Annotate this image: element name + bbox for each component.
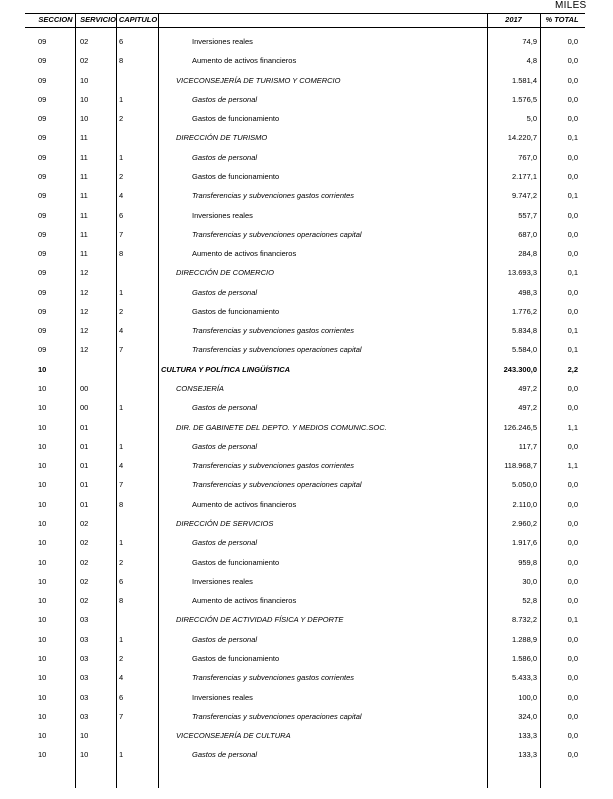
cell-seccion: 10 xyxy=(38,480,47,490)
cell-descripcion: Aumento de activos financieros xyxy=(192,499,297,509)
cell-capitulo: 8 xyxy=(119,499,124,509)
cell-importe: 2.110,0 xyxy=(512,499,537,509)
cell-descripcion: Gastos de personal xyxy=(192,750,258,760)
unit-label: MILES xyxy=(555,0,587,11)
cell-pct-total: 0,1 xyxy=(567,326,578,336)
cell-descripcion: Aumento de activos financieros xyxy=(192,56,297,66)
cell-descripcion: Transferencias y subvenciones gastos corrientes xyxy=(192,673,355,683)
cell-seccion: 09 xyxy=(38,287,47,297)
cell-importe: 5.433,3 xyxy=(511,673,537,683)
table-row xyxy=(0,130,613,146)
cell-seccion: 10 xyxy=(38,673,47,683)
cell-servicio: 10 xyxy=(80,94,89,104)
cell-seccion: 09 xyxy=(38,345,47,355)
cell-seccion: 10 xyxy=(38,750,47,760)
cell-servicio: 03 xyxy=(80,673,89,683)
cell-importe: 497,2 xyxy=(518,403,537,413)
cell-descripcion: Gastos de funcionamiento xyxy=(192,306,280,316)
header-pct-total: % TOTAL xyxy=(545,15,579,24)
cell-descripcion: Transferencias y subvenciones operaciones capital xyxy=(192,345,362,355)
cell-pct-total: 0,0 xyxy=(567,152,578,162)
cell-descripcion: Aumento de activos financieros xyxy=(192,249,297,259)
cell-servicio: 11 xyxy=(80,210,88,220)
table-row xyxy=(0,651,613,667)
cell-servicio: 03 xyxy=(80,692,89,702)
cell-descripcion: Inversiones reales xyxy=(192,692,253,702)
cell-descripcion: Gastos de personal xyxy=(192,441,258,451)
cell-descripcion: Gastos de personal xyxy=(192,634,258,644)
cell-pct-total: 0,0 xyxy=(567,249,578,259)
cell-descripcion: Transferencias y subvenciones gastos corrientes xyxy=(192,191,355,201)
cell-servicio: 01 xyxy=(80,422,89,432)
cell-seccion: 10 xyxy=(38,384,47,394)
table-row xyxy=(0,747,613,763)
cell-pct-total: 0,0 xyxy=(567,171,578,181)
table-row xyxy=(0,516,613,532)
cell-descripcion: DIRECCIÓN DE COMERCIO xyxy=(176,268,274,278)
cell-importe: 2.960,2 xyxy=(511,519,537,528)
cell-descripcion: Aumento de activos financieros xyxy=(192,596,297,606)
cell-seccion: 09 xyxy=(38,152,47,162)
table-row xyxy=(0,593,613,609)
cell-descripcion: Transferencias y subvenciones gastos corrientes xyxy=(192,461,355,471)
cell-pct-total: 0,0 xyxy=(567,94,578,104)
cell-descripcion: Transferencias y subvenciones operaciones capital xyxy=(192,480,362,490)
cell-servicio: 02 xyxy=(80,557,89,567)
table-row xyxy=(0,34,613,50)
cell-capitulo: 1 xyxy=(119,538,124,548)
cell-pct-total: 0,0 xyxy=(567,499,578,509)
cell-capitulo: 6 xyxy=(119,692,124,702)
cell-importe: 13.693,3 xyxy=(507,268,537,278)
cell-descripcion: CULTURA Y POLÍTICA LINGÜÍSTICA xyxy=(161,364,291,374)
cell-pct-total: 0,0 xyxy=(567,576,578,586)
cell-importe: 4,8 xyxy=(526,56,537,66)
cell-descripcion: Inversiones reales xyxy=(192,576,253,586)
cell-importe: 959,8 xyxy=(518,557,537,567)
table-row xyxy=(0,362,613,378)
cell-descripcion: CONSEJERÍA xyxy=(176,384,224,394)
cell-capitulo: 1 xyxy=(119,94,124,104)
cell-pct-total: 0,0 xyxy=(567,287,578,297)
cell-importe: 243.300,0 xyxy=(503,364,537,374)
cell-descripcion: Gastos de funcionamiento xyxy=(192,171,280,181)
table-row xyxy=(0,709,613,725)
cell-pct-total: 0,1 xyxy=(567,268,578,278)
cell-servicio: 03 xyxy=(80,653,89,663)
cell-servicio: 10 xyxy=(80,75,89,85)
cell-pct-total: 0,0 xyxy=(567,596,578,606)
cell-servicio: 12 xyxy=(80,306,89,316)
cell-capitulo: 2 xyxy=(119,171,124,181)
cell-descripcion: DIRECCIÓN DE ACTIVIDAD FÍSICA Y DEPORTE xyxy=(176,615,344,625)
cell-pct-total: 2,2 xyxy=(567,364,578,374)
cell-importe: 9.747,2 xyxy=(511,191,537,201)
cell-servicio: 01 xyxy=(80,499,89,509)
cell-descripcion: DIR. DE GABINETE DEL DEPTO. Y MEDIOS COMUNIC.SOC. xyxy=(176,422,387,432)
table-row xyxy=(0,208,613,224)
header-year: 2017 xyxy=(505,15,522,24)
cell-servicio: 03 xyxy=(80,634,89,644)
cell-descripcion: DIRECCIÓN DE SERVICIOS xyxy=(176,519,274,528)
header-capitulo: CAPITULO xyxy=(118,15,158,24)
cell-servicio: 11 xyxy=(80,249,88,259)
cell-seccion: 09 xyxy=(38,75,47,85)
header-servicio: SERVICIO xyxy=(80,15,116,24)
cell-pct-total: 0,0 xyxy=(567,403,578,413)
cell-servicio: 12 xyxy=(80,345,89,355)
table-row xyxy=(0,188,613,204)
cell-seccion: 10 xyxy=(38,422,47,432)
cell-seccion: 10 xyxy=(38,538,47,548)
cell-descripcion: Gastos de personal xyxy=(192,94,258,104)
table-row xyxy=(0,555,613,571)
cell-importe: 117,7 xyxy=(518,441,537,451)
cell-descripcion: Gastos de personal xyxy=(192,287,258,297)
cell-seccion: 10 xyxy=(38,711,47,721)
table-row xyxy=(0,246,613,262)
cell-capitulo: 6 xyxy=(119,210,124,220)
table-row xyxy=(0,265,613,281)
cell-pct-total: 0,0 xyxy=(567,114,578,124)
cell-capitulo: 4 xyxy=(119,326,124,336)
table-row xyxy=(0,535,613,551)
table-row xyxy=(0,420,613,436)
cell-capitulo: 1 xyxy=(119,152,124,162)
cell-capitulo: 7 xyxy=(119,345,124,355)
cell-servicio: 00 xyxy=(80,403,89,413)
cell-importe: 687,0 xyxy=(518,229,537,239)
cell-servicio: 11 xyxy=(80,171,88,181)
header-top-rule xyxy=(25,13,585,14)
cell-capitulo: 8 xyxy=(119,56,124,66)
table-row xyxy=(0,304,613,320)
cell-seccion: 09 xyxy=(38,114,47,124)
cell-importe: 1.586,0 xyxy=(511,653,537,663)
table-row xyxy=(0,439,613,455)
cell-seccion: 09 xyxy=(38,56,47,66)
cell-seccion: 09 xyxy=(38,210,47,220)
cell-capitulo: 1 xyxy=(119,403,124,413)
cell-servicio: 02 xyxy=(80,519,89,528)
table-row xyxy=(0,227,613,243)
cell-seccion: 09 xyxy=(38,306,47,316)
cell-pct-total: 0,1 xyxy=(567,133,578,143)
cell-importe: 14.220,7 xyxy=(507,133,537,143)
cell-descripcion: VICECONSEJERÍA DE CULTURA xyxy=(176,731,291,741)
cell-pct-total: 0,0 xyxy=(567,306,578,316)
cell-pct-total: 1,1 xyxy=(567,422,578,432)
table-row xyxy=(0,381,613,397)
cell-importe: 767,0 xyxy=(518,152,537,162)
cell-servicio: 11 xyxy=(80,229,88,239)
cell-importe: 133,3 xyxy=(518,750,537,760)
table-row xyxy=(0,728,613,744)
cell-capitulo: 1 xyxy=(119,441,124,451)
cell-pct-total: 0,0 xyxy=(567,750,578,760)
cell-descripcion: Inversiones reales xyxy=(192,37,253,46)
cell-servicio: 02 xyxy=(80,56,89,66)
table-row xyxy=(0,111,613,127)
cell-pct-total: 0,0 xyxy=(567,692,578,702)
cell-pct-total: 0,0 xyxy=(567,538,578,548)
cell-importe: 2.177,1 xyxy=(511,171,537,181)
cell-servicio: 03 xyxy=(80,615,89,625)
cell-pct-total: 0,0 xyxy=(567,711,578,721)
cell-importe: 52,8 xyxy=(522,596,537,606)
table-row xyxy=(0,400,613,416)
table-row xyxy=(0,169,613,185)
cell-seccion: 10 xyxy=(38,499,47,509)
cell-importe: 1.576,5 xyxy=(511,94,537,104)
cell-importe: 5.050,0 xyxy=(511,480,537,490)
cell-servicio: 12 xyxy=(80,326,89,336)
table-row xyxy=(0,632,613,648)
cell-servicio: 11 xyxy=(80,152,88,162)
cell-descripcion: Gastos de funcionamiento xyxy=(192,557,280,567)
cell-descripcion: Transferencias y subvenciones operaciones capital xyxy=(192,229,362,239)
cell-seccion: 09 xyxy=(38,326,47,336)
cell-seccion: 10 xyxy=(38,576,47,586)
table-row xyxy=(0,574,613,590)
cell-capitulo: 7 xyxy=(119,229,124,239)
table-row xyxy=(0,150,613,166)
cell-capitulo: 1 xyxy=(119,287,124,297)
cell-pct-total: 0,1 xyxy=(567,345,578,355)
cell-pct-total: 0,0 xyxy=(567,210,578,220)
cell-seccion: 10 xyxy=(38,403,47,413)
cell-pct-total: 0,0 xyxy=(567,557,578,567)
cell-capitulo: 7 xyxy=(119,711,124,721)
cell-capitulo: 6 xyxy=(119,576,124,586)
cell-servicio: 12 xyxy=(80,287,89,297)
cell-servicio: 11 xyxy=(80,191,88,201)
cell-servicio: 03 xyxy=(80,711,89,721)
cell-pct-total: 0,0 xyxy=(567,480,578,490)
header-seccion: SECCION xyxy=(38,15,73,24)
cell-servicio: 02 xyxy=(80,596,89,606)
cell-servicio: 12 xyxy=(80,268,89,278)
cell-servicio: 10 xyxy=(80,114,89,124)
header-bottom-rule xyxy=(25,27,585,28)
table-row xyxy=(0,612,613,628)
cell-importe: 1.776,2 xyxy=(511,306,537,316)
cell-seccion: 09 xyxy=(38,94,47,104)
cell-importe: 557,7 xyxy=(518,210,537,220)
cell-pct-total: 0,0 xyxy=(567,56,578,66)
cell-pct-total: 0,0 xyxy=(567,37,578,46)
cell-servicio: 02 xyxy=(80,538,89,548)
table-row xyxy=(0,73,613,89)
cell-seccion: 10 xyxy=(38,441,47,451)
cell-descripcion: Inversiones reales xyxy=(192,210,253,220)
cell-importe: 498,3 xyxy=(518,287,537,297)
cell-pct-total: 0,0 xyxy=(567,653,578,663)
cell-descripcion: Transferencias y subvenciones gastos corrientes xyxy=(192,326,355,336)
cell-descripcion: Gastos de funcionamiento xyxy=(192,114,280,124)
cell-seccion: 09 xyxy=(38,249,47,259)
cell-servicio: 01 xyxy=(80,461,89,471)
cell-capitulo: 7 xyxy=(119,480,124,490)
cell-seccion: 10 xyxy=(38,692,47,702)
cell-servicio: 01 xyxy=(80,480,89,490)
cell-seccion: 09 xyxy=(38,268,47,278)
cell-seccion: 09 xyxy=(38,37,47,46)
cell-importe: 126.246,5 xyxy=(503,422,537,432)
cell-importe: 118.968,7 xyxy=(504,461,537,471)
cell-servicio: 10 xyxy=(80,731,89,741)
cell-seccion: 10 xyxy=(38,653,47,663)
cell-importe: 133,3 xyxy=(518,731,537,741)
cell-importe: 1.581,4 xyxy=(511,75,537,85)
table-row xyxy=(0,53,613,69)
cell-descripcion: Gastos de funcionamiento xyxy=(192,653,280,663)
cell-capitulo: 4 xyxy=(119,673,124,683)
cell-seccion: 09 xyxy=(38,191,47,201)
cell-importe: 497,2 xyxy=(518,384,537,394)
table-row xyxy=(0,497,613,513)
cell-descripcion: Transferencias y subvenciones operaciones capital xyxy=(192,711,362,721)
cell-pct-total: 0,1 xyxy=(567,615,578,625)
cell-importe: 324,0 xyxy=(518,711,537,721)
table-row xyxy=(0,458,613,474)
cell-seccion: 10 xyxy=(38,461,47,471)
cell-capitulo: 1 xyxy=(119,750,124,760)
cell-pct-total: 0,0 xyxy=(567,229,578,239)
cell-descripcion: Gastos de personal xyxy=(192,152,258,162)
table-row xyxy=(0,690,613,706)
cell-capitulo: 1 xyxy=(119,634,124,644)
cell-seccion: 09 xyxy=(38,229,47,239)
cell-importe: 8.732,2 xyxy=(511,615,537,625)
cell-capitulo: 2 xyxy=(119,114,124,124)
cell-servicio: 10 xyxy=(80,750,89,760)
cell-capitulo: 4 xyxy=(119,191,124,201)
cell-capitulo: 8 xyxy=(119,596,124,606)
cell-servicio: 01 xyxy=(80,441,89,451)
cell-descripcion: VICECONSEJERÍA DE TURISMO Y COMERCIO xyxy=(176,75,341,85)
cell-pct-total: 1,1 xyxy=(567,461,578,471)
cell-pct-total: 0,0 xyxy=(567,75,578,85)
cell-pct-total: 0,0 xyxy=(567,673,578,683)
cell-servicio: 00 xyxy=(80,384,89,394)
table-row xyxy=(0,342,613,358)
cell-seccion: 10 xyxy=(38,634,47,644)
cell-servicio: 11 xyxy=(80,133,88,143)
cell-importe: 5.584,0 xyxy=(511,345,537,355)
cell-seccion: 10 xyxy=(38,615,47,625)
cell-pct-total: 0,0 xyxy=(567,731,578,741)
cell-seccion: 10 xyxy=(38,731,47,741)
cell-seccion: 10 xyxy=(38,596,47,606)
table-row xyxy=(0,323,613,339)
cell-importe: 284,8 xyxy=(518,249,537,259)
cell-seccion: 09 xyxy=(38,171,47,181)
table-row xyxy=(0,92,613,108)
cell-capitulo: 6 xyxy=(119,37,124,46)
cell-pct-total: 0,1 xyxy=(567,191,578,201)
cell-pct-total: 0,0 xyxy=(567,519,578,528)
cell-seccion: 10 xyxy=(38,364,47,374)
cell-importe: 30,0 xyxy=(522,576,537,586)
cell-importe: 1.917,6 xyxy=(511,538,537,548)
cell-pct-total: 0,0 xyxy=(567,441,578,451)
table-row xyxy=(0,285,613,301)
cell-importe: 5,0 xyxy=(526,114,537,124)
cell-descripcion: Gastos de personal xyxy=(192,403,258,413)
cell-descripcion: DIRECCIÓN DE TURISMO xyxy=(176,133,268,143)
table-row xyxy=(0,670,613,686)
cell-pct-total: 0,0 xyxy=(567,634,578,644)
cell-importe: 1.288,9 xyxy=(511,634,537,644)
cell-importe: 5.834,8 xyxy=(511,326,537,336)
table-row xyxy=(0,477,613,493)
cell-capitulo: 2 xyxy=(119,557,124,567)
cell-seccion: 09 xyxy=(38,133,47,143)
cell-capitulo: 4 xyxy=(119,461,124,471)
cell-capitulo: 2 xyxy=(119,306,124,316)
cell-capitulo: 2 xyxy=(119,653,124,663)
cell-importe: 100,0 xyxy=(518,692,537,702)
cell-servicio: 02 xyxy=(80,37,89,46)
cell-capitulo: 8 xyxy=(119,249,124,259)
cell-seccion: 10 xyxy=(38,519,47,528)
cell-servicio: 02 xyxy=(80,576,89,586)
cell-descripcion: Gastos de personal xyxy=(192,538,258,548)
cell-pct-total: 0,0 xyxy=(567,384,578,394)
cell-seccion: 10 xyxy=(38,557,47,567)
cell-importe: 74,9 xyxy=(522,37,537,46)
